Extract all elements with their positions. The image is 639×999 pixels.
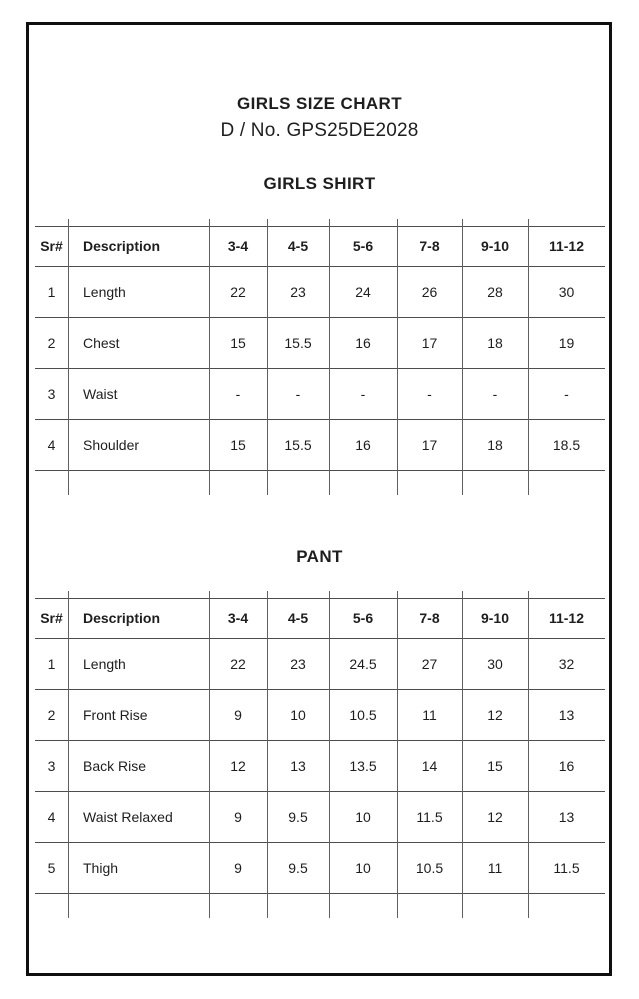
cell-value: 9 [234, 859, 242, 876]
pant-table-cells [35, 598, 605, 893]
cell-value: 11 [487, 859, 503, 876]
table-row [35, 791, 605, 842]
cell-description: Shoulder [83, 436, 140, 453]
cell-sr: 5 [47, 859, 56, 876]
table-row [35, 638, 605, 689]
cell-value: 12 [487, 808, 503, 825]
grid-line-h [35, 470, 605, 471]
header-cell: 9-10 [480, 610, 510, 626]
cell-value: 13 [558, 808, 575, 825]
header-cell: Sr# [40, 610, 63, 626]
cell-value: - [360, 385, 366, 402]
cell-value: 23 [290, 283, 306, 300]
cell-value: - [564, 385, 569, 402]
cell-description: Thigh [83, 859, 119, 876]
cell-value: 27 [421, 655, 438, 672]
header-cell: 3-4 [227, 238, 249, 254]
header-cell: 7-8 [419, 610, 440, 626]
cell-value: 11.5 [553, 859, 580, 876]
cell-sr: 4 [47, 436, 56, 453]
cell-value: 17 [421, 436, 438, 453]
header-cell: 3-4 [227, 610, 249, 626]
cell-value: - [492, 385, 498, 402]
shirt-table-cells [35, 226, 605, 470]
cell-value: 13 [558, 706, 575, 723]
header-cell: 11-12 [548, 610, 585, 626]
cell-value: 15.5 [284, 334, 312, 351]
cell-description: Front Rise [83, 706, 148, 723]
header-cell: 4-5 [287, 238, 309, 254]
girls-shirt-table [35, 219, 605, 495]
cell-sr: 2 [47, 334, 56, 351]
cell-value: 17 [421, 334, 438, 351]
cell-description: Length [83, 283, 126, 300]
cell-value: 10 [290, 706, 306, 723]
cell-value: 11.5 [416, 808, 443, 825]
cell-sr: 3 [47, 757, 56, 774]
shirt-section-heading: GIRLS SHIRT [263, 174, 376, 193]
cell-value: 13 [290, 757, 306, 774]
cell-sr: 3 [47, 385, 56, 402]
cell-value: - [295, 385, 301, 402]
pant-section-heading: PANT [296, 547, 343, 566]
cell-description: Waist Relaxed [83, 808, 173, 825]
cell-sr: 4 [47, 808, 56, 825]
cell-value: 15.5 [284, 436, 312, 453]
cell-value: 16 [355, 334, 371, 351]
pant-table [35, 591, 605, 918]
header-cell: Description [83, 238, 161, 254]
cell-value: 30 [558, 283, 575, 300]
header-cell: Description [83, 610, 161, 626]
cell-sr: 2 [47, 706, 56, 723]
cell-value: 15 [230, 436, 246, 453]
cell-value: 22 [230, 283, 246, 300]
cell-value: 9 [234, 706, 242, 723]
cell-value: 19 [558, 334, 575, 351]
table-row [35, 740, 605, 791]
cell-value: 16 [355, 436, 371, 453]
table-row [35, 842, 605, 893]
cell-description: Chest [83, 334, 120, 351]
cell-value: 26 [421, 283, 438, 300]
cell-value: 15 [487, 757, 503, 774]
grid-line-h [35, 893, 605, 894]
table-header-row [35, 226, 605, 266]
cell-value: 24 [355, 283, 371, 300]
cell-value: 30 [487, 655, 503, 672]
cell-value: 14 [421, 757, 438, 774]
header-cell: 11-12 [548, 238, 585, 254]
document-number: D / No. GPS25DE2028 [220, 120, 419, 141]
cell-value: 12 [230, 757, 246, 774]
cell-value: 32 [558, 655, 575, 672]
header-cell: 7-8 [419, 238, 440, 254]
cell-value: 18.5 [552, 436, 581, 453]
cell-sr: 1 [47, 283, 56, 300]
cell-value: 10 [355, 808, 371, 825]
cell-value: - [427, 385, 432, 402]
cell-sr: 1 [47, 655, 56, 672]
cell-description: Waist [83, 385, 118, 402]
cell-value: 28 [487, 283, 503, 300]
table-row [35, 266, 605, 317]
cell-description: Back Rise [83, 757, 147, 774]
cell-value: 10.5 [349, 706, 377, 723]
cell-value: 23 [290, 655, 306, 672]
cell-value: - [235, 385, 241, 402]
header-cell: 5-6 [352, 238, 374, 254]
cell-value: 13.5 [349, 757, 377, 774]
cell-value: 18 [487, 436, 503, 453]
cell-value: 9.5 [288, 808, 308, 825]
table-row [35, 689, 605, 740]
cell-value: 9.5 [288, 859, 308, 876]
cell-value: 9 [234, 808, 242, 825]
cell-value: 22 [230, 655, 246, 672]
cell-value: 11 [422, 706, 437, 723]
cell-value: 10.5 [415, 859, 444, 876]
cell-value: 12 [487, 706, 503, 723]
cell-value: 15 [230, 334, 246, 351]
table-row [35, 368, 605, 419]
cell-value: 10 [355, 859, 371, 876]
table-row [35, 419, 605, 470]
header-cell: Sr# [40, 238, 63, 254]
header-cell: 9-10 [480, 238, 510, 254]
header-cell: 5-6 [352, 610, 374, 626]
table-row [35, 317, 605, 368]
page-title: GIRLS SIZE CHART [236, 94, 403, 113]
cell-description: Length [83, 655, 126, 672]
cell-value: 18 [487, 334, 503, 351]
header-cell: 4-5 [287, 610, 309, 626]
table-header-row [35, 598, 605, 638]
cell-value: 16 [558, 757, 575, 774]
cell-value: 24.5 [349, 655, 377, 672]
